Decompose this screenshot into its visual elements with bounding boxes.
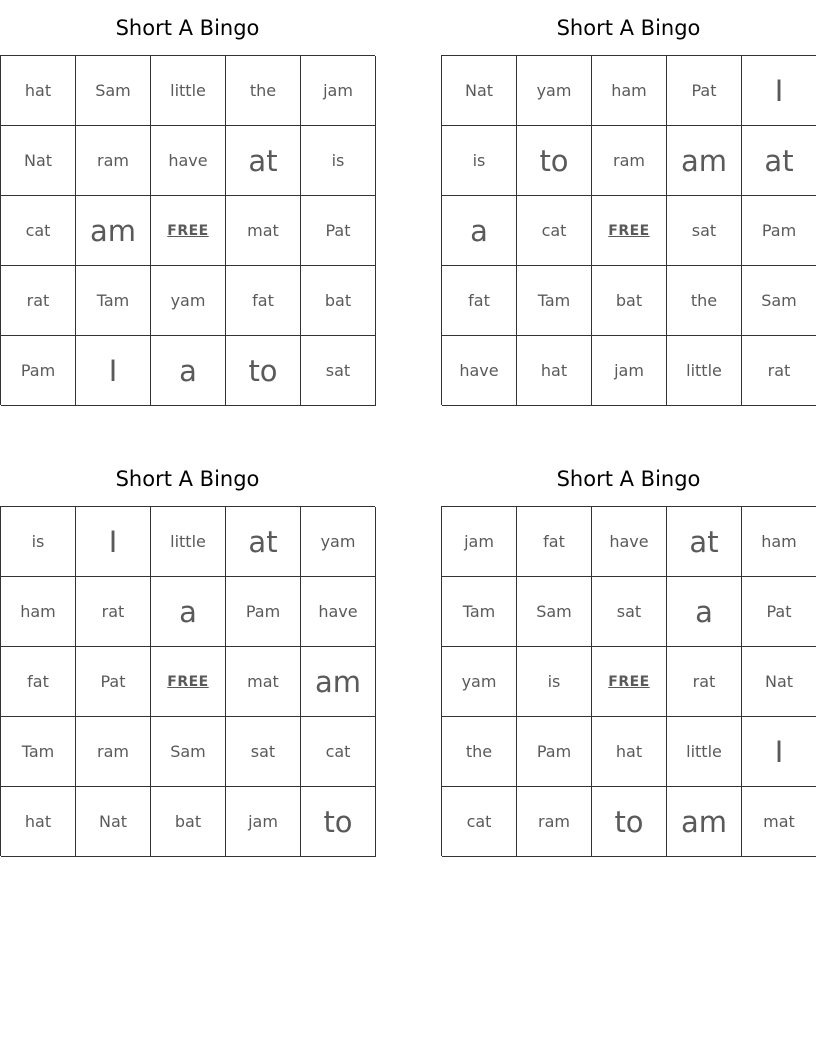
bingo-cell: fat: [226, 266, 301, 336]
bingo-cell: ram: [76, 126, 151, 196]
bingo-cell: cat: [517, 196, 592, 266]
bingo-cell: am: [301, 647, 376, 717]
bingo-cell: jam: [301, 56, 376, 126]
bingo-cell: fat: [442, 266, 517, 336]
bingo-cell: a: [667, 577, 742, 647]
bingo-cell: little: [667, 717, 742, 787]
bingo-cell: jam: [226, 787, 301, 857]
bingo-card: [441, 12, 816, 405]
bingo-cell: fat: [517, 507, 592, 577]
bingo-cell: little: [151, 56, 226, 126]
bingo-cell: rat: [1, 266, 76, 336]
bingo-cell: Pam: [517, 717, 592, 787]
bingo-cell: FREE: [151, 647, 226, 717]
bingo-cell: sat: [301, 336, 376, 406]
bingo-cell: the: [667, 266, 742, 336]
bingo-cell: FREE: [592, 647, 667, 717]
bingo-card: [0, 463, 375, 856]
bingo-cell: yam: [517, 56, 592, 126]
bingo-grid: [441, 55, 816, 405]
bingo-cell: I: [742, 717, 816, 787]
bingo-cell: bat: [151, 787, 226, 857]
bingo-cell: to: [592, 787, 667, 857]
bingo-cell: at: [226, 507, 301, 577]
bingo-cell: Tam: [442, 577, 517, 647]
bingo-card: [441, 463, 816, 856]
bingo-cell: sat: [667, 196, 742, 266]
bingo-cell: Pam: [226, 577, 301, 647]
bingo-card: [0, 12, 375, 405]
bingo-cell: Nat: [742, 647, 816, 717]
bingo-grid: [0, 506, 375, 856]
bingo-cell: FREE: [592, 196, 667, 266]
bingo-cell: Pat: [76, 647, 151, 717]
bingo-cell: hat: [1, 56, 76, 126]
bingo-cell: Nat: [76, 787, 151, 857]
bingo-cell: Tam: [1, 717, 76, 787]
bingo-cell: cat: [442, 787, 517, 857]
bingo-cell: little: [151, 507, 226, 577]
bingo-cell: Pam: [742, 196, 816, 266]
bingo-cell: is: [301, 126, 376, 196]
bingo-cell: rat: [667, 647, 742, 717]
bingo-cell: Tam: [517, 266, 592, 336]
bingo-cell: yam: [301, 507, 376, 577]
bingo-cell: hat: [517, 336, 592, 406]
bingo-cell: sat: [592, 577, 667, 647]
bingo-cell: am: [667, 126, 742, 196]
card-title: Short A Bingo: [115, 16, 260, 40]
bingo-cell: yam: [442, 647, 517, 717]
bingo-cell: rat: [742, 336, 816, 406]
bingo-cell: Pat: [301, 196, 376, 266]
bingo-cell: to: [301, 787, 376, 857]
bingo-cell: is: [517, 647, 592, 717]
bingo-cell: jam: [442, 507, 517, 577]
bingo-cell: mat: [226, 647, 301, 717]
bingo-cell: Sam: [742, 266, 816, 336]
bingo-cell: am: [667, 787, 742, 857]
bingo-cell: is: [442, 126, 517, 196]
bingo-cell: hat: [592, 717, 667, 787]
bingo-cell: Tam: [76, 266, 151, 336]
bingo-cell: Pam: [1, 336, 76, 406]
bingo-cell: to: [226, 336, 301, 406]
bingo-cell: hat: [1, 787, 76, 857]
bingo-cell: I: [76, 507, 151, 577]
bingo-cell: bat: [301, 266, 376, 336]
bingo-cell: cat: [1, 196, 76, 266]
bingo-cell: the: [442, 717, 517, 787]
bingo-cell: the: [226, 56, 301, 126]
bingo-cell: ham: [1, 577, 76, 647]
bingo-cell: at: [742, 126, 816, 196]
bingo-cell: at: [667, 507, 742, 577]
bingo-cell: bat: [592, 266, 667, 336]
bingo-cell: ram: [517, 787, 592, 857]
bingo-cell: sat: [226, 717, 301, 787]
bingo-grid: [0, 55, 375, 405]
bingo-cell: Sam: [151, 717, 226, 787]
bingo-cell: ram: [76, 717, 151, 787]
bingo-cell: rat: [76, 577, 151, 647]
bingo-cell: ham: [742, 507, 816, 577]
bingo-cell: jam: [592, 336, 667, 406]
bingo-cell: have: [301, 577, 376, 647]
bingo-cell: Nat: [1, 126, 76, 196]
bingo-cell: Nat: [442, 56, 517, 126]
bingo-cell: have: [151, 126, 226, 196]
bingo-cell: is: [1, 507, 76, 577]
card-title: Short A Bingo: [115, 467, 260, 491]
bingo-cell: mat: [226, 196, 301, 266]
bingo-cell: a: [151, 336, 226, 406]
bingo-cell: FREE: [151, 196, 226, 266]
card-title: Short A Bingo: [556, 16, 701, 40]
bingo-cell: a: [151, 577, 226, 647]
bingo-grid: [441, 506, 816, 856]
bingo-cell: Pat: [742, 577, 816, 647]
bingo-cell: to: [517, 126, 592, 196]
bingo-cell: Pat: [667, 56, 742, 126]
bingo-cell: I: [742, 56, 816, 126]
bingo-cell: ham: [592, 56, 667, 126]
bingo-cell: mat: [742, 787, 816, 857]
bingo-cell: yam: [151, 266, 226, 336]
bingo-cell: Sam: [517, 577, 592, 647]
bingo-cell: have: [442, 336, 517, 406]
bingo-cell: ram: [592, 126, 667, 196]
bingo-cell: Sam: [76, 56, 151, 126]
bingo-cell: am: [76, 196, 151, 266]
card-title: Short A Bingo: [556, 467, 701, 491]
bingo-cell: I: [76, 336, 151, 406]
bingo-cell: a: [442, 196, 517, 266]
bingo-cell: little: [667, 336, 742, 406]
bingo-cell: have: [592, 507, 667, 577]
bingo-cell: cat: [301, 717, 376, 787]
bingo-cell: fat: [1, 647, 76, 717]
bingo-cell: at: [226, 126, 301, 196]
